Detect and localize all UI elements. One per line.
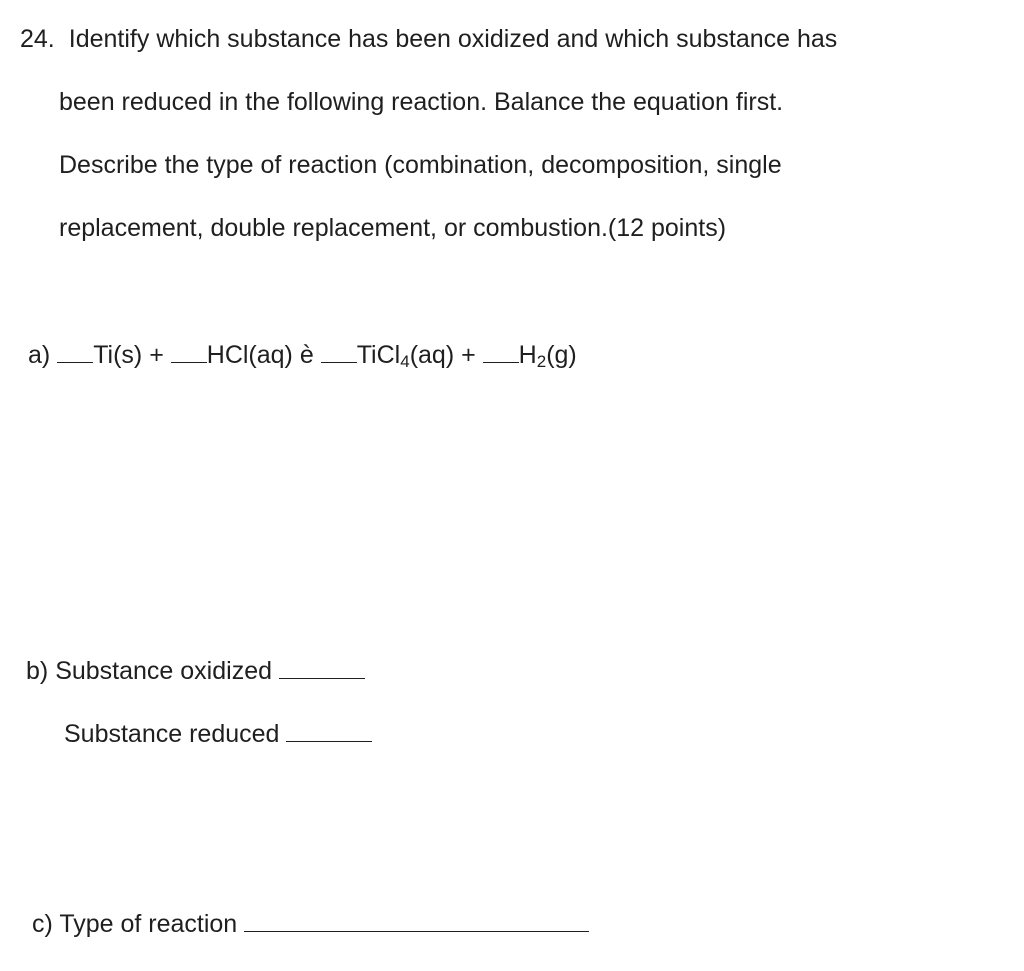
question-number: 24.: [20, 25, 55, 53]
reaction-type-label: Type of reaction: [59, 910, 238, 938]
question-text-line-1: Identify which substance has been oxidized and which substance has: [68, 25, 838, 53]
plus-sign-1: +: [149, 341, 164, 369]
product-h2-state: (g): [546, 341, 577, 369]
reactant-ti: Ti(s): [93, 341, 143, 369]
part-b-label: b): [26, 657, 49, 685]
substance-reduced-blank[interactable]: [286, 719, 372, 742]
coefficient-blank-ticl4[interactable]: [321, 340, 357, 363]
product-h2-subscript: 2: [536, 352, 547, 371]
product-ticl4-subscript: 4: [400, 352, 410, 371]
part-c-row: [32, 909, 589, 939]
substance-reduced-label: Substance reduced: [64, 720, 280, 748]
product-ticl4: [357, 341, 454, 369]
coefficient-blank-ti[interactable]: [57, 340, 93, 363]
reaction-type-blank[interactable]: [244, 909, 589, 932]
product-h2: [519, 341, 577, 369]
part-a-label: a): [28, 341, 51, 369]
question-text-line-3: Describe the type of reaction (combination, decomposition, single: [59, 151, 782, 179]
substance-oxidized-label: Substance oxidized: [55, 657, 272, 685]
part-a-equation: [28, 340, 577, 370]
coefficient-blank-hcl[interactable]: [171, 340, 207, 363]
part-b-oxidized-row: [26, 656, 365, 686]
question-line-1: [20, 24, 837, 54]
plus-sign-2: +: [461, 341, 476, 369]
product-h2-formula: H: [518, 341, 537, 369]
question-text-line-4: replacement, double replacement, or combustion.(12 points): [59, 214, 727, 242]
reactant-hcl: HCl(aq): [206, 341, 293, 369]
product-ticl4-formula: TiCl: [356, 341, 401, 369]
reaction-arrow: è: [299, 341, 314, 369]
substance-oxidized-blank[interactable]: [279, 656, 365, 679]
product-ticl4-state: (aq): [409, 341, 455, 369]
question-text-line-2: been reduced in the following reaction. Balance the equation first.: [59, 88, 784, 116]
coefficient-blank-h2[interactable]: [483, 340, 519, 363]
part-c-label: c): [32, 910, 53, 938]
part-b-reduced-row: [64, 719, 372, 749]
